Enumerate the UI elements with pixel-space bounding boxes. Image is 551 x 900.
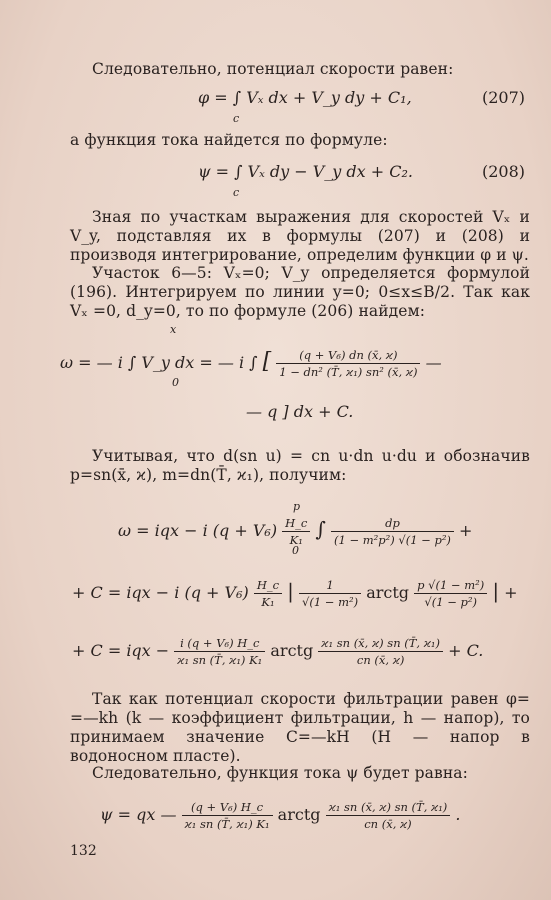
paragraph-2: а функция тока найдется по формуле: xyxy=(70,131,388,149)
equation-208: ψ = ∫ Vₓ dy − V_y dx + C₂. xyxy=(198,162,413,181)
equation-psi: ψ = qx — $\frac{\text{(q + V₆) H\_c}}{\text{ϰ₁ sn (T̄, ϰ₁) K₁}}$ arctg $\frac{\text{ϰ₁ sn (x̄, ϰ) sn (T̄, ϰ₁)}}{cn (x̄, ϰ)}$ . xyxy=(100,800,461,831)
paragraph-4: Участок 6—5: Vₓ=0; V_y определяется формулой (196). Интегрируем по линии y=0; 0≤x≤B/2. Так как Vₓ =0, d_y=0, то по формуле (206) найдем: xyxy=(70,264,530,320)
equation-omega-1: ω = — i ∫ V_y dx = — i ∫ [ $\frac{\text{(q + V₆) dn (x̄, ϰ)}}{\text{1 − dn² (T̄, ϰ₁) sn² (x̄, ϰ)}}$ — xyxy=(60,348,442,379)
eq-w5-fraction-2: $\frac{\text{ϰ₁ sn (x̄, ϰ) sn (T̄, ϰ₁)}}{cn (x̄, ϰ)}$ xyxy=(318,636,443,667)
eq-psi-fraction-1: $\frac{\text{(q + V₆) H\_c}}{\text{ϰ₁ sn (T̄, ϰ₁) K₁}}$ xyxy=(182,800,273,831)
equation-omega-5: + C = iqx − $\frac{\text{i (q + V₆) H\_c}}{\text{ϰ₁ sn (T̄, ϰ₁) K₁}}$ arctg $\frac{\text{ϰ₁ sn (x̄, ϰ) sn (T̄, ϰ₁)}}{cn (x̄, ϰ)}$ + C. xyxy=(72,636,484,667)
equation-omega-3: ω = iqx − i (q + V₆) $\frac{H\_c}{\text{K₁}}$ ∫ $\frac{dp}{\text{(1 − m²p²) √(1 − p²)}}$ + xyxy=(118,516,473,547)
eq-w5-fraction-1: $\frac{\text{i (q + V₆) H\_c}}{\text{ϰ₁ sn (T̄, ϰ₁) K₁}}$ xyxy=(174,636,265,667)
equation-omega-4: + C = iqx − i (q + V₆) $\frac{H\_c}{\text{K₁}}$ | $\frac{1}{\text{√(1 − m²)}}$ arctg $\frac{\text{p √(1 − m²)}}{\text{√(1 − p²)}}$ | + xyxy=(72,578,518,609)
eq-w1-lower-limit: 0 xyxy=(172,376,179,389)
eq-w3-lower-limit: 0 xyxy=(292,544,299,557)
equation-207: φ = ∫ Vₓ dx + V_y dy + C₁, xyxy=(198,88,412,107)
paragraph-7: Следовательно, функция тока ψ будет равна: xyxy=(92,764,468,782)
eq-w4-fraction-2: $\frac{\text{p √(1 − m²)}}{\text{√(1 − p²)}}$ xyxy=(414,578,487,609)
equation-208-limit: c xyxy=(233,186,240,199)
eq-w1-fraction: $\frac{\text{(q + V₆) dn (x̄, ϰ)}}{\text{1 − dn² (T̄, ϰ₁) sn² (x̄, ϰ)}}$ xyxy=(276,348,420,379)
eq-w3-fraction: $\frac{dp}{\text{(1 − m²p²) √(1 − p²)}}$ xyxy=(331,516,454,547)
eq-w3-upper-limit: p xyxy=(293,500,301,513)
eq-w4-fraction-1: $\frac{1}{\text{√(1 − m²)}}$ xyxy=(299,578,361,609)
eq-psi-fraction-2: $\frac{\text{ϰ₁ sn (x̄, ϰ) sn (T̄, ϰ₁)}}{cn (x̄, ϰ)}$ xyxy=(326,800,451,831)
equation-number-207: (207) xyxy=(481,88,525,107)
equation-number-208: (208) xyxy=(481,162,525,181)
paragraph-6: Так как потенциал скорости фильтрации равен φ= =—kh (k — коэффициент фильтрации, h — напор), то принимаем значение C=—kH (H — напор в водоносном пласте). xyxy=(70,690,530,765)
page-number: 132 xyxy=(70,843,97,859)
eq-w4-hc-fraction: $\frac{H\_c}{\text{K₁}}$ xyxy=(254,578,282,609)
paragraph-1: Следовательно, потенциал скорости равен: xyxy=(92,60,454,78)
eq-w1-upper-limit: x xyxy=(170,323,177,336)
paragraph-3: Зная по участкам выражения для скоростей Vₓ и V_y, подставляя их в формулы (207) и (208) и производя интегрирование, определим функции φ и ψ. xyxy=(70,208,530,264)
eq-w3-hc-fraction: $\frac{H\_c}{\text{K₁}}$ xyxy=(282,516,310,547)
equation-207-limit: c xyxy=(233,112,240,125)
equation-omega-2: — q ] dx + C. xyxy=(246,402,354,421)
paragraph-5: Учитывая, что d(sn u) = cn u·dn u·du и обозначив p=sn(x̄, ϰ), m=dn(T̄, ϰ₁), получим: xyxy=(70,447,530,484)
